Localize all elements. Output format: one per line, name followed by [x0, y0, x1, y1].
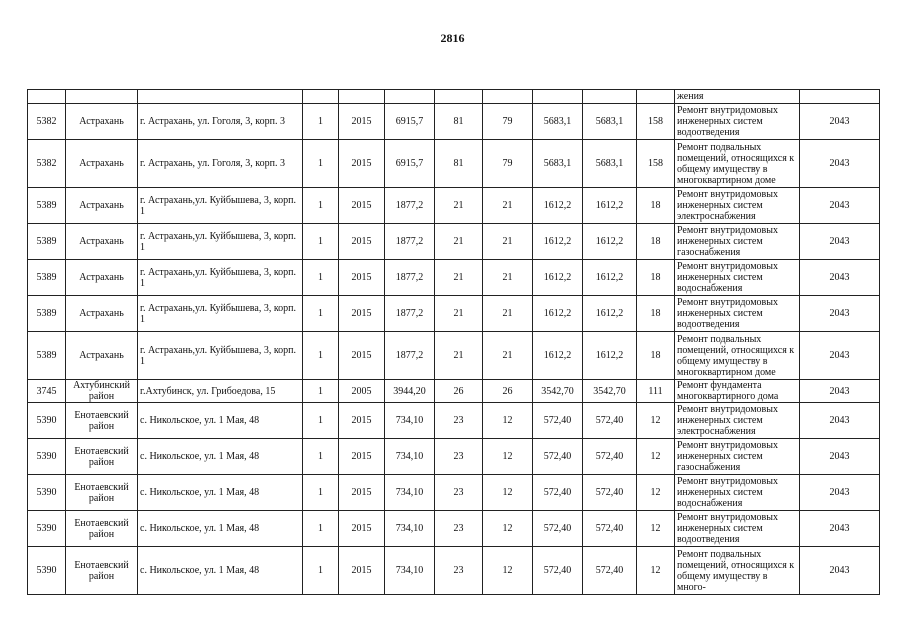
cell-locality: Астрахань	[66, 188, 138, 224]
cell-c9: 572,40	[533, 403, 583, 439]
table-row	[28, 403, 880, 439]
cell-c4: 1	[303, 332, 339, 380]
cell-c9: 5683,1	[533, 140, 583, 188]
cell-address: г.Ахтубинск, ул. Грибоедова, 15	[138, 380, 303, 403]
cell-locality: Енотаевский район	[66, 511, 138, 547]
cell-work: Ремонт внутридомовых инженерных систем водоотведения	[675, 296, 800, 332]
cell-c8	[483, 90, 533, 104]
cell-c4: 1	[303, 260, 339, 296]
cell-c4: 1	[303, 547, 339, 595]
cell-locality: Астрахань	[66, 296, 138, 332]
cell-work: Ремонт внутридомовых инженерных систем газоснабжения	[675, 439, 800, 475]
cell-id: 5389	[28, 296, 66, 332]
cell-year	[339, 90, 385, 104]
cell-c7: 81	[435, 104, 483, 140]
table-row	[28, 547, 880, 595]
cell-work: Ремонт внутридомовых инженерных систем водоотведения	[675, 104, 800, 140]
cell-locality: Астрахань	[66, 332, 138, 380]
cell-id: 5390	[28, 403, 66, 439]
cell-id: 5389	[28, 188, 66, 224]
cell-locality: Енотаевский район	[66, 403, 138, 439]
cell-end-year: 2043	[800, 511, 880, 547]
cell-area: 3944,20	[385, 380, 435, 403]
cell-c8: 26	[483, 380, 533, 403]
cell-area: 6915,7	[385, 140, 435, 188]
cell-c10: 1612,2	[583, 188, 637, 224]
cell-c10: 1612,2	[583, 224, 637, 260]
cell-id: 5382	[28, 140, 66, 188]
cell-c8: 21	[483, 332, 533, 380]
cell-year: 2015	[339, 104, 385, 140]
cell-locality: Астрахань	[66, 104, 138, 140]
cell-locality: Енотаевский район	[66, 439, 138, 475]
cell-area: 734,10	[385, 439, 435, 475]
cell-c11: 12	[637, 511, 675, 547]
cell-area	[385, 90, 435, 104]
cell-address: с. Никольское, ул. 1 Мая, 48	[138, 439, 303, 475]
cell-locality: Енотаевский район	[66, 475, 138, 511]
cell-c7: 81	[435, 140, 483, 188]
cell-c4: 1	[303, 511, 339, 547]
cell-end-year: 2043	[800, 403, 880, 439]
cell-c11: 18	[637, 188, 675, 224]
cell-locality	[66, 90, 138, 104]
cell-work: Ремонт внутридомовых инженерных систем электроснабжения	[675, 403, 800, 439]
cell-area: 6915,7	[385, 104, 435, 140]
cell-address: с. Никольское, ул. 1 Мая, 48	[138, 547, 303, 595]
cell-area: 1877,2	[385, 260, 435, 296]
cell-address	[138, 90, 303, 104]
cell-c9	[533, 90, 583, 104]
cell-c10: 572,40	[583, 403, 637, 439]
table-row	[28, 475, 880, 511]
cell-c7: 21	[435, 224, 483, 260]
page-number: 2816	[440, 31, 465, 45]
cell-id: 5390	[28, 475, 66, 511]
cell-year: 2015	[339, 475, 385, 511]
cell-address: с. Никольское, ул. 1 Мая, 48	[138, 403, 303, 439]
cell-c8: 79	[483, 140, 533, 188]
cell-work: Ремонт фундамента многоквартирного дома	[675, 380, 800, 403]
cell-c4: 1	[303, 380, 339, 403]
cell-end-year: 2043	[800, 380, 880, 403]
cell-c4: 1	[303, 224, 339, 260]
cell-c10: 572,40	[583, 475, 637, 511]
cell-work: Ремонт подвальных помещений, относящихся к общему имуществу в многоквартирном доме	[675, 332, 800, 380]
cell-work: Ремонт внутридомовых инженерных систем водоотведения	[675, 511, 800, 547]
table-body	[28, 90, 880, 595]
cell-c7: 23	[435, 439, 483, 475]
cell-c10: 5683,1	[583, 140, 637, 188]
cell-c10: 572,40	[583, 547, 637, 595]
cell-end-year: 2043	[800, 140, 880, 188]
cell-id: 5390	[28, 511, 66, 547]
cell-work: жения	[675, 90, 800, 104]
cell-year: 2015	[339, 403, 385, 439]
cell-area: 1877,2	[385, 224, 435, 260]
cell-c9: 572,40	[533, 511, 583, 547]
cell-area: 734,10	[385, 475, 435, 511]
cell-address: г. Астрахань,ул. Куйбышева, 3, корп. 1	[138, 188, 303, 224]
cell-area: 1877,2	[385, 296, 435, 332]
cell-address: г. Астрахань, ул. Гоголя, 3, корп. 3	[138, 140, 303, 188]
cell-locality: Астрахань	[66, 140, 138, 188]
cell-c8: 12	[483, 511, 533, 547]
cell-end-year: 2043	[800, 296, 880, 332]
cell-area: 1877,2	[385, 332, 435, 380]
cell-c11: 18	[637, 260, 675, 296]
cell-c9: 1612,2	[533, 260, 583, 296]
cell-c4: 1	[303, 104, 339, 140]
cell-c10: 572,40	[583, 511, 637, 547]
cell-end-year: 2043	[800, 188, 880, 224]
cell-year: 2015	[339, 224, 385, 260]
cell-id: 5382	[28, 104, 66, 140]
cell-end-year: 2043	[800, 439, 880, 475]
table-row	[28, 380, 880, 403]
cell-id: 5390	[28, 547, 66, 595]
cell-c9: 572,40	[533, 439, 583, 475]
cell-c7: 23	[435, 547, 483, 595]
cell-locality: Енотаевский район	[66, 547, 138, 595]
cell-c11: 18	[637, 332, 675, 380]
cell-work: Ремонт подвальных помещений, относящихся к общему имуществу в многоквартирном доме	[675, 140, 800, 188]
cell-c9: 5683,1	[533, 104, 583, 140]
cell-c7: 23	[435, 511, 483, 547]
cell-c10: 5683,1	[583, 104, 637, 140]
cell-id: 3745	[28, 380, 66, 403]
cell-locality: Ахтубинский район	[66, 380, 138, 403]
cell-c7: 26	[435, 380, 483, 403]
cell-address: г. Астрахань,ул. Куйбышева, 3, корп. 1	[138, 224, 303, 260]
cell-id	[28, 90, 66, 104]
table-row	[28, 188, 880, 224]
cell-year: 2015	[339, 439, 385, 475]
cell-address: г. Астрахань, ул. Гоголя, 3, корп. 3	[138, 104, 303, 140]
cell-c4: 1	[303, 188, 339, 224]
cell-c10: 1612,2	[583, 296, 637, 332]
cell-c11: 12	[637, 547, 675, 595]
cell-c9: 572,40	[533, 475, 583, 511]
cell-year: 2005	[339, 380, 385, 403]
cell-c4	[303, 90, 339, 104]
cell-c8: 21	[483, 260, 533, 296]
cell-c9: 1612,2	[533, 224, 583, 260]
cell-end-year: 2043	[800, 547, 880, 595]
cell-c11: 18	[637, 296, 675, 332]
cell-year: 2015	[339, 260, 385, 296]
cell-locality: Астрахань	[66, 224, 138, 260]
cell-c8: 21	[483, 188, 533, 224]
cell-c11: 158	[637, 140, 675, 188]
table-row	[28, 260, 880, 296]
cell-c10: 572,40	[583, 439, 637, 475]
cell-c8: 21	[483, 296, 533, 332]
cell-work: Ремонт внутридомовых инженерных систем газоснабжения	[675, 224, 800, 260]
cell-c4: 1	[303, 475, 339, 511]
cell-c8: 12	[483, 547, 533, 595]
cell-year: 2015	[339, 140, 385, 188]
cell-c7: 21	[435, 296, 483, 332]
cell-area: 1877,2	[385, 188, 435, 224]
cell-c4: 1	[303, 403, 339, 439]
cell-c10: 1612,2	[583, 260, 637, 296]
cell-c4: 1	[303, 140, 339, 188]
cell-area: 734,10	[385, 403, 435, 439]
housing-register-table	[27, 89, 880, 595]
table-row	[28, 104, 880, 140]
cell-c11: 12	[637, 475, 675, 511]
cell-c9: 1612,2	[533, 188, 583, 224]
table-row	[28, 224, 880, 260]
cell-c11	[637, 90, 675, 104]
table-row	[28, 332, 880, 380]
cell-c9: 572,40	[533, 547, 583, 595]
cell-end-year: 2043	[800, 260, 880, 296]
cell-c9: 1612,2	[533, 332, 583, 380]
cell-work: Ремонт внутридомовых инженерных систем водоснабжения	[675, 475, 800, 511]
cell-c10: 1612,2	[583, 332, 637, 380]
cell-address: г. Астрахань,ул. Куйбышева, 3, корп. 1	[138, 332, 303, 380]
cell-c11: 12	[637, 439, 675, 475]
cell-end-year	[800, 90, 880, 104]
cell-c8: 12	[483, 475, 533, 511]
cell-c4: 1	[303, 296, 339, 332]
cell-area: 734,10	[385, 511, 435, 547]
cell-id: 5390	[28, 439, 66, 475]
cell-end-year: 2043	[800, 475, 880, 511]
cell-c9: 3542,70	[533, 380, 583, 403]
cell-year: 2015	[339, 547, 385, 595]
cell-c11: 12	[637, 403, 675, 439]
cell-c8: 21	[483, 224, 533, 260]
cell-c8: 79	[483, 104, 533, 140]
cell-c7	[435, 90, 483, 104]
cell-address: с. Никольское, ул. 1 Мая, 48	[138, 475, 303, 511]
cell-c7: 21	[435, 332, 483, 380]
cell-work: Ремонт внутридомовых инженерных систем водоснабжения	[675, 260, 800, 296]
table-row	[28, 439, 880, 475]
cell-id: 5389	[28, 332, 66, 380]
cell-year: 2015	[339, 296, 385, 332]
cell-work: Ремонт внутридомовых инженерных систем электроснабжения	[675, 188, 800, 224]
cell-id: 5389	[28, 224, 66, 260]
cell-address: г. Астрахань,ул. Куйбышева, 3, корп. 1	[138, 296, 303, 332]
cell-c9: 1612,2	[533, 296, 583, 332]
cell-address: г. Астрахань,ул. Куйбышева, 3, корп. 1	[138, 260, 303, 296]
cell-year: 2015	[339, 332, 385, 380]
cell-c7: 21	[435, 188, 483, 224]
table-row	[28, 296, 880, 332]
cell-end-year: 2043	[800, 104, 880, 140]
cell-c8: 12	[483, 439, 533, 475]
cell-locality: Астрахань	[66, 260, 138, 296]
cell-c11: 18	[637, 224, 675, 260]
cell-c4: 1	[303, 439, 339, 475]
table-row	[28, 140, 880, 188]
cell-c11: 111	[637, 380, 675, 403]
cell-c7: 23	[435, 475, 483, 511]
table-row	[28, 511, 880, 547]
cell-c10: 3542,70	[583, 380, 637, 403]
cell-c8: 12	[483, 403, 533, 439]
cell-year: 2015	[339, 188, 385, 224]
cell-area: 734,10	[385, 547, 435, 595]
cell-end-year: 2043	[800, 332, 880, 380]
cell-id: 5389	[28, 260, 66, 296]
cell-work: Ремонт подвальных помещений, относящихся к общему имуществу в много-	[675, 547, 800, 595]
cell-year: 2015	[339, 511, 385, 547]
continuation-row	[28, 90, 880, 104]
cell-c7: 23	[435, 403, 483, 439]
cell-end-year: 2043	[800, 224, 880, 260]
cell-address: с. Никольское, ул. 1 Мая, 48	[138, 511, 303, 547]
cell-c11: 158	[637, 104, 675, 140]
cell-c10	[583, 90, 637, 104]
cell-c7: 21	[435, 260, 483, 296]
